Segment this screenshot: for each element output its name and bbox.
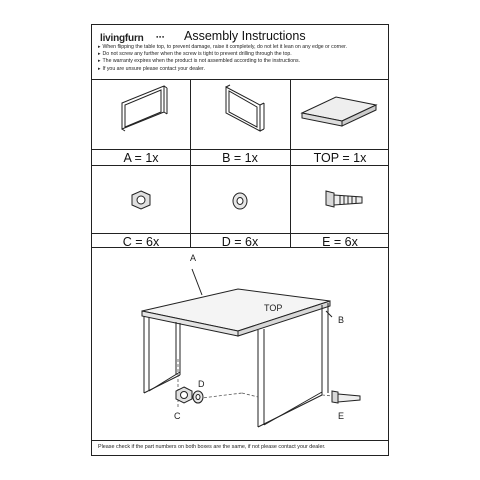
part-cell-c [92, 165, 190, 247]
part-cell-d [190, 165, 290, 247]
nut-part [176, 387, 192, 403]
instruction-item: ▸ If you are unsure please contact your dealer. [98, 66, 347, 73]
callout-top: TOP [264, 303, 283, 313]
table-assembly-illustration [92, 247, 390, 441]
callout-e: E [338, 411, 345, 421]
bolt-icon [290, 165, 390, 233]
callout-a: A [190, 253, 197, 263]
instruction-list [98, 44, 347, 73]
page-title: Assembly Instructions [184, 29, 306, 43]
header [92, 25, 388, 80]
frame-b-icon [190, 79, 290, 149]
part-cell-e [290, 165, 390, 247]
table-top-icon [290, 79, 390, 149]
frame-a-icon [92, 79, 190, 149]
part-label-d: D = 6x [221, 235, 259, 249]
callout-b: B [338, 315, 345, 325]
assembly-diagram [92, 247, 390, 441]
instruction-item: ▸ When flipping the table top, to prevent damage, raise it completely, do not let it lean on any edge or corner. [98, 44, 347, 51]
part-label-b: B = 1x [222, 151, 258, 165]
washer-part [193, 391, 203, 403]
footer-note: Please check if the part numbers on both boxes are the same, if not please contact your dealer. [98, 444, 326, 450]
instruction-sheet [91, 24, 389, 456]
part-label-c: C = 6x [122, 235, 160, 249]
callout-d: D [198, 379, 205, 389]
brand-logo [100, 33, 165, 44]
nut-icon [92, 165, 190, 233]
part-cell-a [92, 79, 190, 165]
washer-icon [190, 165, 290, 233]
brand-name: livingfurn [100, 33, 144, 44]
part-cell-top [290, 79, 390, 165]
logo-dots-icon: ●●● [156, 34, 165, 39]
instruction-item: ▸ Do not screw any further when the screw is tight to prevent drilling through the top. [98, 51, 347, 58]
callout-c: C [174, 411, 181, 421]
instruction-item: ▸ The warranty expires when the product is not assembled according to the instructions. [98, 58, 347, 65]
part-label-e: E = 6x [322, 235, 358, 249]
bolt-part [332, 391, 360, 403]
part-label-a: A = 1x [123, 151, 159, 165]
footer [92, 440, 388, 455]
part-cell-b [190, 79, 290, 165]
part-label-top: TOP = 1x [313, 151, 367, 165]
